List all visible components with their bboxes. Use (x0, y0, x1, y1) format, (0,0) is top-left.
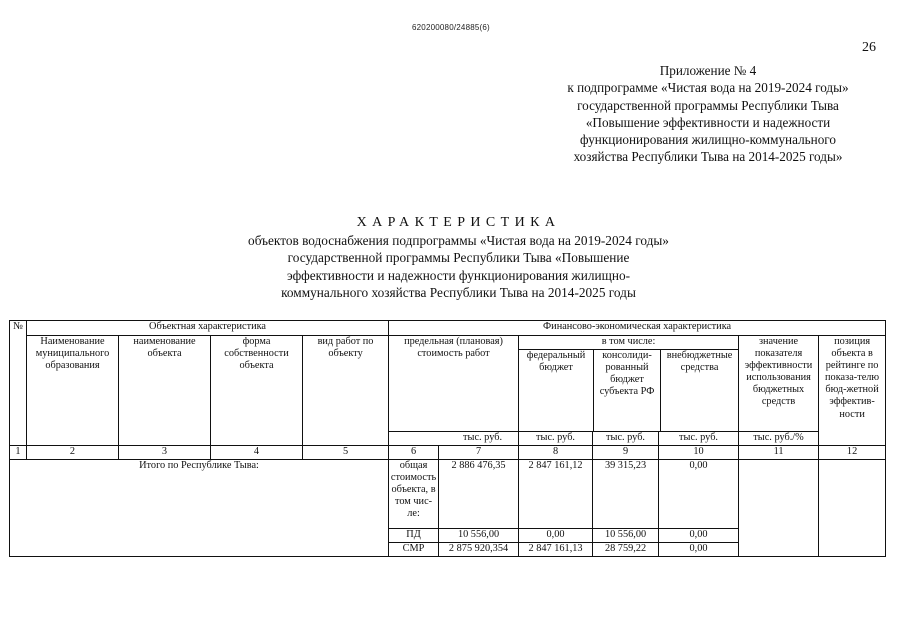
header-work-type: вид работ по объекту (303, 336, 389, 446)
cost-row-label: ПД (389, 529, 439, 543)
appendix-line: государственной программы Республики Тыва (577, 97, 839, 113)
rating-cell (819, 460, 886, 557)
document-title (160, 214, 757, 302)
page-number: 26 (862, 40, 876, 55)
federal-value: 0,00 (519, 529, 593, 543)
column-number: 3 (119, 446, 211, 460)
federal-value: 2 847 161,13 (519, 543, 593, 557)
column-number: 9 (593, 446, 659, 460)
unit-efficiency: тыс. руб./% (739, 432, 819, 446)
unit-federal: тыс. руб. (519, 432, 593, 446)
column-number: 7 (439, 446, 519, 460)
consolidated-value: 39 315,23 (593, 460, 659, 529)
cost-value: 2 875 920,354 (439, 543, 519, 557)
cost-value: 2 886 476,35 (439, 460, 519, 529)
header-finance-group: Финансово-экономическая характеристика (389, 321, 886, 336)
header-efficiency: значение показателя эффективности использования бюджетных средств (739, 336, 819, 432)
column-number: 2 (27, 446, 119, 460)
extrabudget-value: 0,00 (659, 529, 739, 543)
column-number: 12 (819, 446, 886, 460)
header-object-name: наименование объекта (119, 336, 211, 446)
extrabudget-value: 0,00 (659, 460, 739, 529)
header-consolidated: консолиди-рованный бюджет субъекта РФ (594, 350, 661, 431)
column-number: 11 (739, 446, 819, 460)
total-label: Итого по Республике Тыва: (10, 460, 389, 557)
header-no: № (10, 321, 27, 446)
appendix-line: «Повышение эффективности и надежности (585, 114, 831, 130)
header-including: в том числе: (519, 336, 738, 350)
title-line: государственной программы Республики Тыва «Повышение (287, 250, 630, 266)
appendix-line: к подпрограмме «Чистая вода на 2019-2024 годы» (567, 80, 849, 96)
federal-value: 2 847 161,12 (519, 460, 593, 529)
cost-row-label: общая стоимость объекта, в том чис-ле: (389, 460, 439, 529)
unit-consolidated: тыс. руб. (593, 432, 659, 446)
header-extrabudget: внебюджетные средства (666, 350, 733, 374)
column-number: 1 (10, 446, 27, 460)
table-row (10, 460, 886, 529)
cost-value: 10 556,00 (439, 529, 519, 543)
column-number: 10 (659, 446, 739, 460)
appendix-line: хозяйства Республики Тыва на 2014-2025 годы» (573, 149, 843, 165)
characteristics-table (9, 320, 886, 557)
title-line: объектов водоснабжения подпрограммы «Чистая вода на 2019-2024 годы» (248, 232, 669, 248)
header-federal: федеральный бюджет (519, 350, 594, 431)
header-rating: позиция объекта в рейтинге по показа-телю бюд-жетной эффектив-ности (819, 336, 886, 446)
column-number: 6 (389, 446, 439, 460)
column-number: 8 (519, 446, 593, 460)
title-heading: ХАРАКТЕРИСТИКА (356, 215, 561, 230)
cost-row-label: СМР (389, 543, 439, 557)
header-limit-cost: предельная (плановая) стоимость работ (389, 336, 519, 432)
consolidated-value: 10 556,00 (593, 529, 659, 543)
column-number: 4 (211, 446, 303, 460)
header-municipality: Наименование муниципального образования (27, 336, 119, 446)
title-line: коммунального хозяйства Республики Тыва на 2014-2025 годы (281, 285, 636, 301)
header-ownership: форма собственности объекта (211, 336, 303, 446)
consolidated-value: 28 759,22 (593, 543, 659, 557)
appendix-block (526, 62, 890, 166)
unit-limit: тыс. руб. (389, 432, 519, 446)
efficiency-cell (739, 460, 819, 557)
extrabudget-value: 0,00 (659, 543, 739, 557)
column-number: 5 (303, 446, 389, 460)
document-id: 620200080/24885(6) (412, 23, 490, 32)
appendix-line: функционирования жилищно-коммунального (580, 132, 836, 148)
header-including-group (519, 336, 739, 432)
unit-extrabudget: тыс. руб. (659, 432, 739, 446)
title-line: эффективности и надежности функционирования жилищно- (286, 267, 631, 283)
appendix-line: Приложение № 4 (659, 63, 757, 78)
header-object-group: Объектная характеристика (27, 321, 389, 336)
